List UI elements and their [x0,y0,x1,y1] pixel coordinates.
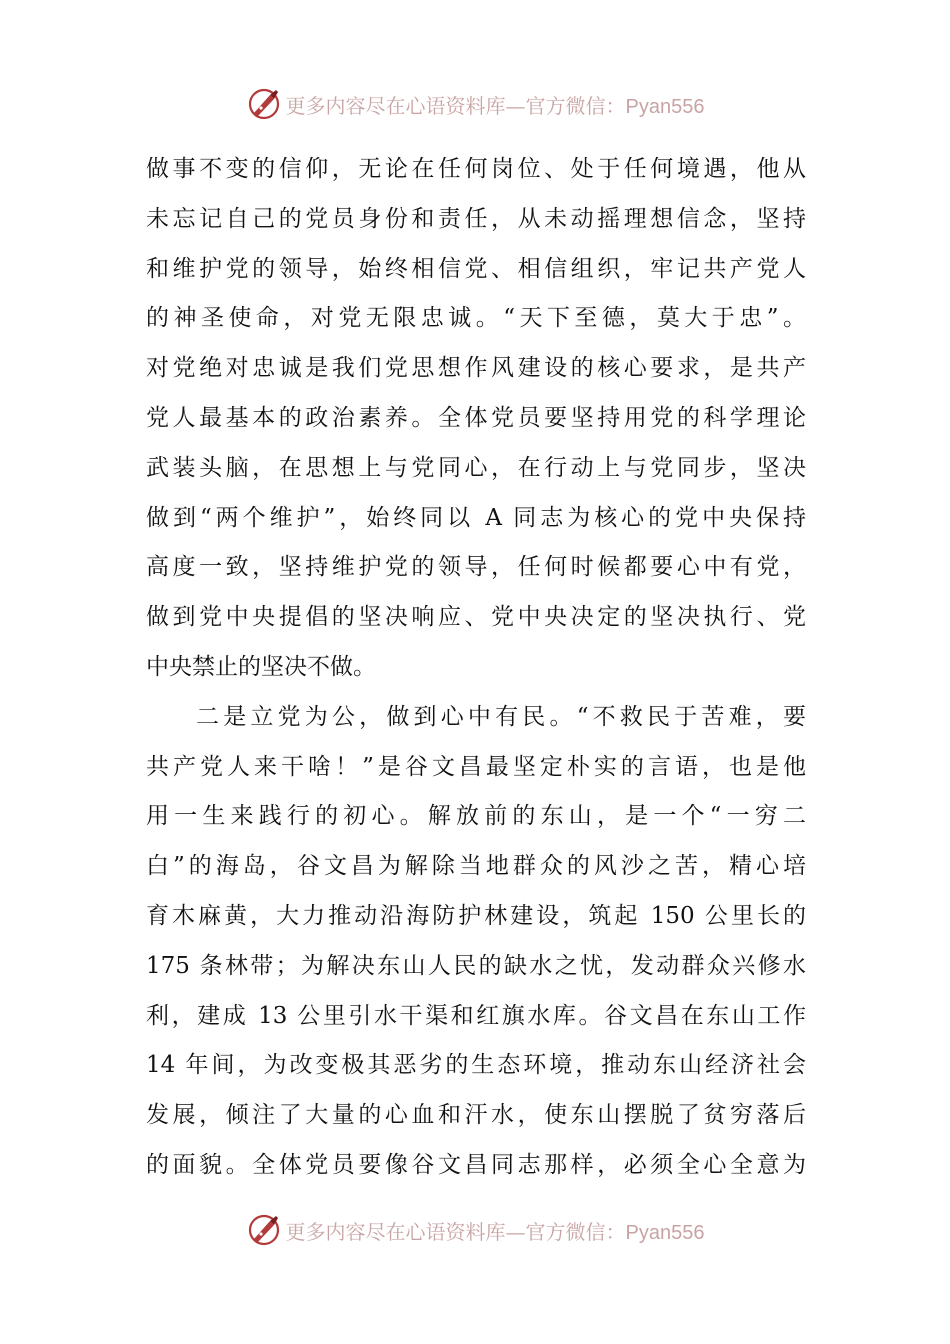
header-wechat-id: Pyan556 [625,95,705,118]
body-line: 做事不变的信仰，无论在任何岗位、处于任何境遇，他从 [146,156,806,182]
body-line: 发展，倾注了大量的心血和汗水，使东山摆脱了贫穷落后 [146,1102,806,1129]
body-line: 对党绝对忠诚是我们党思想作风建设的核心要求，是共产 [146,355,806,382]
body-line: 中央禁止的坚决不做。 [146,653,376,680]
body-line: 的面貌。全体党员要像谷文昌同志那样，必须全心全意为 [146,1151,806,1178]
body-line: 用一生来践行的初心。解放前的东山，是一个“一穷二 [146,803,806,830]
header-banner-text: 更多内容尽在心语资料库—官方微信：Pyan556 [285,93,705,118]
body-line: 14 年间，为改变极其恶劣的生态环境，推动东山经济社会 [146,1052,806,1079]
footer-banner [0,1208,950,1252]
body-line: 白”的海岛，谷文昌为解除当地群众的风沙之苦，精心培 [146,853,806,880]
body-line: 做到“两个维护”，始终同以 A 同志为核心的党中央保持 [146,504,806,531]
body-line: 利，建成 13 公里引水干渠和红旗水库。谷文昌在东山工作 [146,1002,806,1029]
body-line: 做到党中央提倡的坚决响应、党中央决定的坚决执行、党 [146,604,806,631]
header-banner [0,82,950,126]
footer-wechat-id: Pyan556 [625,1221,705,1244]
body-line: 和维护党的领导，始终相信党、相信组织，牢记共产党人 [146,255,806,282]
document-body [146,145,806,1191]
body-line: 共产党人来干啥！”是谷文昌最坚定朴实的言语，也是他 [146,753,806,780]
body-line: 175 条林带；为解决东山人民的缺水之忧，发动群众兴修水 [146,952,806,979]
body-line: 育木麻黄，大力推动沿海防护林建设，筑起 150 公里长的 [146,902,806,929]
body-line: 的神圣使命，对党无限忠诚。“天下至德，莫大于忠”。 [146,305,806,332]
pen-nib-logo-icon [246,86,282,122]
body-line: 未忘记自己的党员身份和责任，从未动摇理想信念，坚持 [146,205,806,232]
body-line: 党人最基本的政治素养。全体党员要坚持用党的科学理论 [146,404,806,431]
body-line: 高度一致，坚持维护党的领导，任何时候都要心中有党， [146,554,806,581]
body-line: 武装头脑，在思想上与党同心，在行动上与党同步，坚决 [146,454,806,481]
footer-banner-text: 更多内容尽在心语资料库—官方微信：Pyan556 [285,1219,705,1244]
pen-nib-logo-icon [246,1212,282,1248]
body-line: 二是立党为公，做到心中有民。“不救民于苦难，要 [196,703,806,730]
